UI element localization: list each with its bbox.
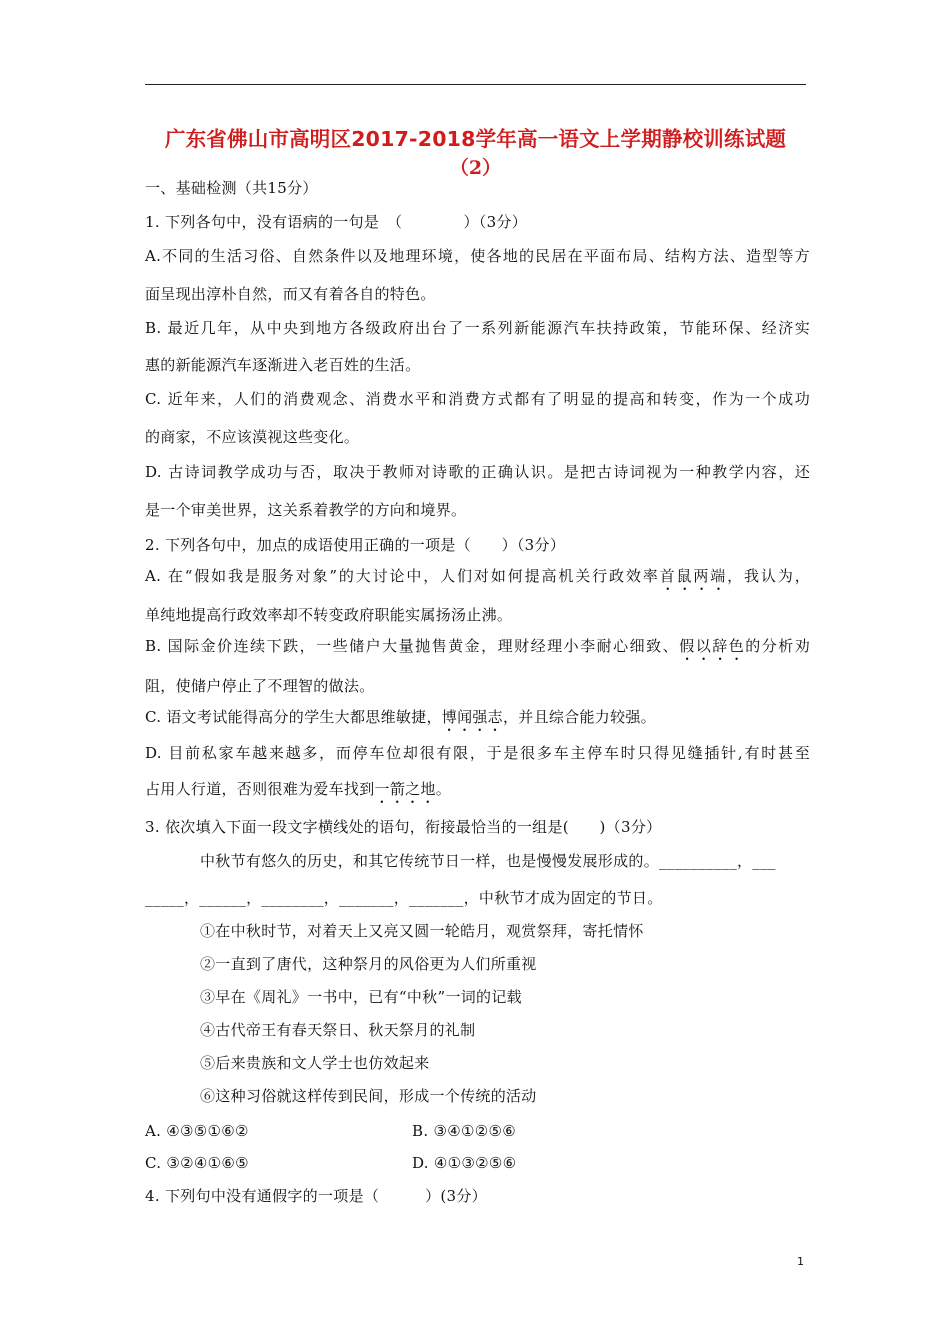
q2-stem: 2. 下列各句中，加点的成语使用正确的一项是（ ）（3分） [145, 536, 566, 554]
q3-option-d: D. ④①③②⑤⑥ [412, 1154, 517, 1172]
q3-item-1: ①在中秋时节，对着天上又亮又圆一轮皓月，观赏祭拜，寄托情怀 [200, 922, 644, 940]
q1-stem: 1. 下列各句中，没有语病的一句是 （ ）（3分） [145, 213, 528, 231]
q2-option-a-line1: A. 在“假如我是服务对象”的大讨论中，人们对如何提高机关行政效率首鼠两端，我认为， [145, 567, 810, 585]
q3-paragraph-line2: _____，______，________，_______，_______，中秋节才成为固定的节日。 [145, 889, 663, 907]
q3-item-6: ⑥这种习俗就这样传到民间，形成一个传统的活动 [200, 1087, 537, 1105]
q1-option-d-line1: D. 古诗词教学成功与否，取决于教师对诗歌的正确认识。是把古诗词视为一种教学内容，还 [145, 463, 810, 481]
q2-option-a-line2: 单纯地提高行政效率却不转变政府职能实属扬汤止沸。 [145, 606, 513, 624]
q3-stem: 3. 依次填入下面一段文字横线处的语句，衔接最恰当的一组是( )（3分） [145, 818, 662, 836]
q2-option-b-line2: 阻，使储户停止了不理智的做法。 [145, 677, 375, 695]
q3-option-c: C. ③②④①⑥⑤ [145, 1154, 249, 1172]
q3-item-3: ③早在《周礼》一书中，已有“中秋”一词的记载 [200, 988, 522, 1006]
q4-stem: 4. 下列句中没有通假字的一项是（ ）(3分） [145, 1187, 487, 1205]
q1-option-b-line1: B. 最近几年，从中央到地方各级政府出台了一系列新能源汽车扶持政策，节能环保、经济实 [145, 319, 810, 337]
q3-item-2: ②一直到了唐代，这种祭月的风俗更为人们所重视 [200, 955, 537, 973]
q1-option-b-line2: 惠的新能源汽车逐渐进入老百姓的生活。 [145, 356, 421, 374]
q3-option-a: A. ④③⑤①⑥② [145, 1122, 249, 1140]
page-subtitle: （2） [449, 157, 502, 179]
q1-option-c-line2: 的商家，不应该漠视这些变化。 [145, 428, 360, 446]
q3-item-5: ⑤后来贵族和文人学士也仿效起来 [200, 1054, 430, 1072]
dotted-idiom: 首鼠两端 [659, 567, 728, 585]
header-rule [145, 84, 806, 85]
dotted-idiom: 假以辞色 [679, 637, 746, 655]
q2-option-b-line1: B. 国际金价连续下跌，一些储户大量抛售黄金，理财经理小李耐心细致、假以辞色的分析劝 [145, 637, 811, 655]
q3-paragraph-line1: 中秋节有悠久的历史，和其它传统节日一样，也是慢慢发展形成的。__________，___ [200, 852, 776, 870]
section-heading: 一、基础检测（共15分） [145, 179, 318, 197]
q3-option-b: B. ③④①②⑤⑥ [412, 1122, 516, 1140]
q2-option-d-line1: D. 目前私家车越来越多，而停车位却很有限，于是很多车主停车时只得见缝插针,有时甚至 [145, 744, 810, 762]
q1-option-c-line1: C. 近年来，人们的消费观念、消费水平和消费方式都有了明显的提高和转变，作为一个成功 [145, 390, 810, 408]
q1-option-a-line2: 面呈现出淳朴自然，而又有着各自的特色。 [145, 285, 436, 303]
q1-option-d-line2: 是一个审美世界，这关系着教学的方向和境界。 [145, 501, 467, 519]
page-title: 广东省佛山市高明区2017-2018学年高一语文上学期静校训练试题 [164, 127, 787, 151]
dotted-idiom: 一箭之地 [374, 780, 436, 798]
q1-option-a-line1: A.不同的生活习俗、自然条件以及地理环境，使各地的民居在平面布局、结构方法、造型等方 [145, 247, 810, 265]
dotted-idiom: 博闻强志 [441, 708, 503, 726]
q3-item-4: ④古代帝王有春天祭日、秋天祭月的礼制 [200, 1021, 476, 1039]
page-number: 1 [797, 1255, 804, 1268]
q2-option-c-line1: C. 语文考试能得高分的学生大都思维敏捷，博闻强志，并且综合能力较强。 [145, 708, 656, 726]
q2-option-d-line2: 占用人行道，否则很难为爱车找到一箭之地。 [145, 780, 452, 798]
